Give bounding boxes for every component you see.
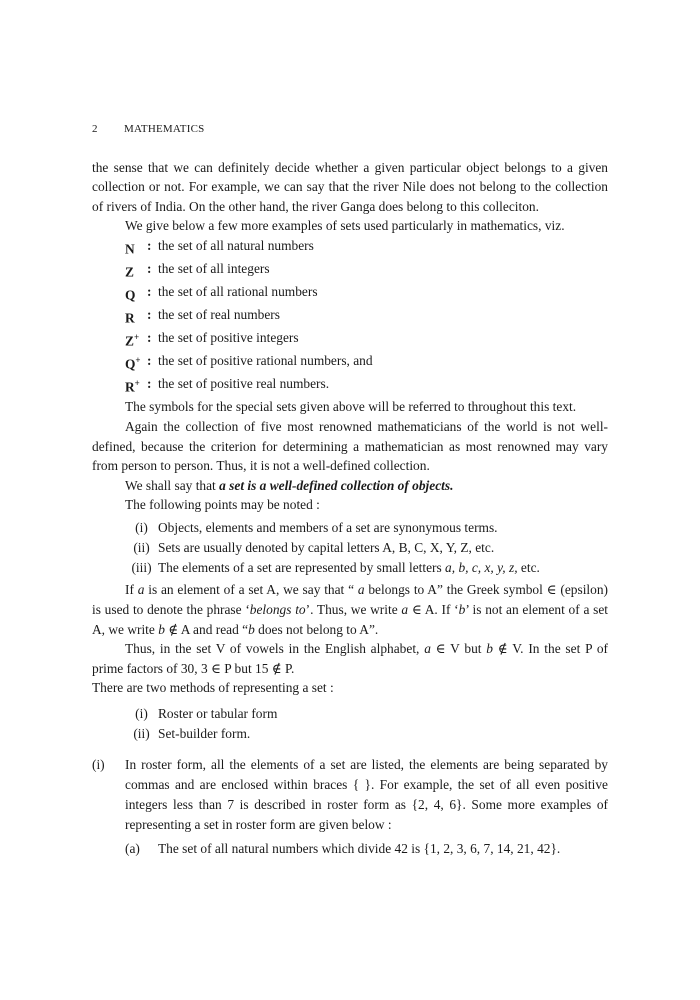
set-item: Z : the set of all integers <box>125 259 608 282</box>
set-description: the set of real numbers <box>158 307 280 323</box>
page-header <box>92 120 608 140</box>
set-symbol: Q <box>125 287 136 303</box>
paragraph-5: We shall say that a set is a well-defined collection of objects. <box>125 477 454 493</box>
set-symbol: R <box>125 310 135 326</box>
running-title: MATHEMATICS <box>124 123 205 135</box>
set-description: the set of all natural numbers <box>158 237 314 253</box>
set-item: Q+ : the set of positive rational numbers, and <box>125 351 608 374</box>
set-description: the set of all rational numbers <box>158 284 318 300</box>
set-description: the set of all integers <box>158 261 270 277</box>
roster-text: In roster form, all the elements of a set are listed, the elements are being separated by commas and are enclosed within braces { }. For example, the set of all even positive integers less than 7 is described in roster form as {2, 4, 6}. Some more examples of representing a set in roster form are given below : <box>125 756 608 832</box>
page-number: 2 <box>92 123 98 135</box>
paragraph-2: We give below a few more examples of sets used particularly in mathematics, viz. <box>125 218 565 234</box>
set-item: R+ : the set of positive real numbers. <box>125 374 608 397</box>
paragraph-7: If a is an element of a set A, we say that “ a belongs to A” the Greek symbol ∈ (epsilon) is used to denote the phrase ‘belongs to’. Thus, we write a ∈ A. If ‘b’ is not an element of a set A, we write b ∉ A and read “b does not belong to A”. <box>92 582 609 637</box>
set-symbol: Z+ <box>125 332 140 349</box>
paragraph-9: There are two methods of representing a set : <box>92 680 334 696</box>
points-list <box>125 518 608 577</box>
list-item: (ii) Sets are usually denoted by capital letters A, B, C, X, Y, Z, etc. <box>133 539 495 555</box>
set-item: Q : the set of all rational numbers <box>125 282 608 305</box>
methods-list <box>125 704 608 744</box>
list-item: (iii) The elements of a set are represented by small letters a, b, c, x, y, z, etc. <box>131 559 540 575</box>
set-symbol: R+ <box>125 378 140 395</box>
set-symbol: N <box>125 241 135 257</box>
list-item: (i) Roster or tabular form <box>135 705 278 721</box>
paragraph-8: Thus, in the set V of vowels in the English alphabet, a ∈ V but b ∉ V. In the set P of prime factors of 30, 3 ∈ P but 15 ∉ P. <box>92 641 608 676</box>
set-item: Z+ : the set of positive integers <box>125 328 608 351</box>
special-sets-list <box>125 236 608 397</box>
list-item: (ii) Set-builder form. <box>133 725 251 741</box>
set-description: the set of positive rational numbers, and <box>158 353 373 369</box>
set-symbol: Q+ <box>125 355 141 372</box>
set-description: the set of positive integers <box>158 330 299 346</box>
roster-number: (i) <box>92 756 105 772</box>
roster-section <box>92 755 608 859</box>
definition-emphasis: a set is a well-defined collection of objects. <box>219 477 454 493</box>
set-description: the set of positive real numbers. <box>158 376 330 392</box>
roster-example: (a) The set of all natural numbers which divide 42 is {1, 2, 3, 6, 7, 14, 21, 42}. <box>125 840 561 856</box>
paragraph-3: The symbols for the special sets given above will be referred to throughout this text. <box>125 399 577 415</box>
paragraph-1: the sense that we can definitely decide whether a given particular object belongs to a given collection or not. For example, we can say that the river Nile does not belong to the collection of rivers of India. On the other hand, the river Ganga does belong to this colleciton. <box>92 159 608 214</box>
list-item: (i) Objects, elements and members of a set are synonymous terms. <box>135 519 498 535</box>
page-content <box>92 120 608 859</box>
set-item: R : the set of real numbers <box>125 305 608 328</box>
paragraph-6: The following points may be noted : <box>125 497 320 513</box>
paragraph-4: Again the collection of five most renowned mathematicians of the world is not well-defined, because the criterion for determining a mathematician as most renowned may vary from person to person. Thus, it is not a well-defined collection. <box>92 419 608 474</box>
set-item: N : the set of all natural numbers <box>125 236 608 259</box>
set-symbol: Z <box>125 264 134 280</box>
